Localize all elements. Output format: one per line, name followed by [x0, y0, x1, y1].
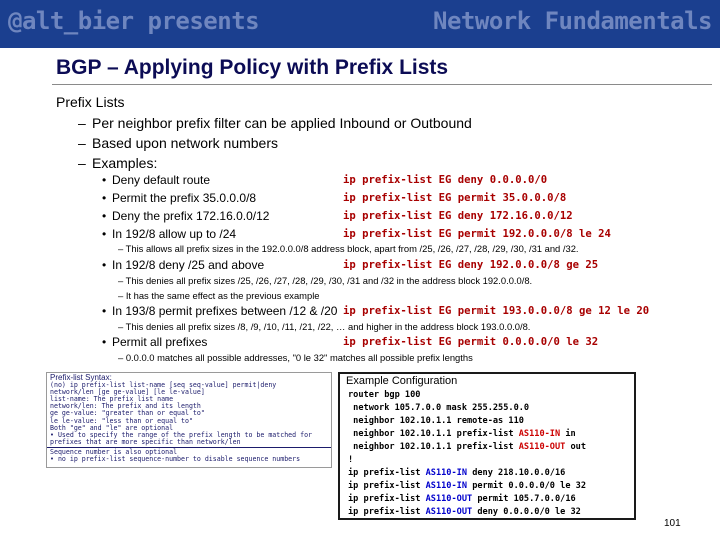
- example-label: • Permit all prefixes: [102, 335, 208, 349]
- syntax-line: • Used to specify the range of the prefix length to be matched for: [50, 430, 313, 439]
- config-line: [348, 442, 586, 452]
- slide-title: BGP – Applying Policy with Prefix Lists: [56, 56, 449, 79]
- syntax-line: • no ip prefix-list sequence-number to disable sequence numbers: [50, 455, 301, 464]
- config-line: [348, 455, 353, 465]
- config-token: in: [560, 429, 576, 439]
- config-token: ip prefix-list: [348, 481, 426, 491]
- config-line: [348, 481, 586, 491]
- page-number: 101: [664, 518, 681, 529]
- example-label: • Deny the prefix 172.16.0.0/12: [102, 209, 270, 223]
- banner-presenter: @alt_bier presents: [8, 7, 260, 35]
- config-line: [348, 507, 581, 517]
- config-token: neighbor 102.10.1.1 prefix-list: [348, 429, 519, 439]
- example-code: ip prefix-list EG deny 172.16.0.0/12: [343, 210, 573, 222]
- syntax-line: network/len [ge ge-value] [le le-value]: [50, 388, 205, 397]
- config-line: [348, 403, 529, 413]
- example-note: – This denies all prefix sizes /8, /9, /10, /11, /21, /22, … and higher in the address block 193.0.0.0/8.: [118, 321, 531, 332]
- config-token: AS110-OUT: [425, 507, 473, 517]
- bullet-text: Per neighbor prefix filter can be applied Inbound or Outbound: [92, 115, 472, 131]
- config-token: permit 0.0.0.0/0 le 32: [467, 481, 587, 491]
- config-token: ip prefix-list: [348, 507, 426, 517]
- example-code: ip prefix-list EG permit 192.0.0.0/8 le 24: [343, 228, 611, 240]
- config-token: AS110-IN: [425, 481, 468, 491]
- bullet-item: – Per neighbor prefix filter can be applied Inbound or Outbound: [78, 115, 472, 131]
- config-token: out: [565, 442, 587, 452]
- bullet-text: Based upon network numbers: [92, 135, 278, 151]
- config-token: !: [348, 455, 354, 465]
- syntax-line: prefixes that are more specific than network/len: [50, 437, 241, 446]
- example-label: • In 193/8 permit prefixes between /12 & /20: [102, 304, 338, 318]
- example-label: • Deny default route: [102, 173, 211, 187]
- example-code: ip prefix-list EG permit 35.0.0.0/8: [343, 192, 567, 204]
- config-line: [348, 390, 420, 400]
- example-code: ip prefix-list EG deny 0.0.0.0/0: [343, 174, 548, 186]
- syntax-line: (no) ip prefix-list list-name [seq seq-value] permit|deny: [50, 381, 277, 390]
- config-token: permit 105.7.0.0/16: [472, 494, 576, 504]
- header-banner: [0, 0, 720, 48]
- example-note: – This allows all prefix sizes in the 192.0.0.0/8 address block, apart from /25, /26, /27, /28, /29, /30, /31 and /32.: [118, 243, 579, 254]
- config-token: router bgp 100: [348, 390, 421, 400]
- example-code: ip prefix-list EG deny 192.0.0.0/8 ge 25: [343, 259, 599, 271]
- example-code: ip prefix-list EG permit 193.0.0.0/8 ge 12 le 20: [343, 305, 650, 317]
- config-token: neighbor 102.10.1.1 remote-as 110: [348, 416, 524, 426]
- topic-heading: Prefix Lists: [56, 94, 125, 110]
- config-line: [348, 429, 576, 439]
- syntax-line: Both "ge" and "le" are optional: [50, 423, 174, 432]
- syntax-line: ge ge-value: "greater than or equal to": [50, 409, 205, 418]
- syntax-line: list-name: The prefix list name: [50, 395, 174, 404]
- config-token: deny 218.10.0.0/16: [467, 468, 566, 478]
- syntax-box: [46, 372, 332, 468]
- banner-course: Network Fundamentals: [433, 7, 712, 35]
- example-label: • In 192/8 deny /25 and above: [102, 258, 265, 272]
- example-label: • Permit the prefix 35.0.0.0/8: [102, 191, 257, 205]
- title-divider: [52, 84, 712, 85]
- config-line: [348, 416, 524, 426]
- example-note: – This denies all prefix sizes /25, /26, /27, /28, /29, /30, /31 and /32 in the address block 192.0.0.0/8.: [118, 275, 533, 286]
- example-note: – It has the same effect as the previous example: [118, 290, 320, 301]
- example-config-box: [338, 372, 636, 520]
- example-note: – 0.0.0.0 matches all possible addresses, "0 le 32" matches all possible prefix lengths: [118, 352, 473, 363]
- syntax-line: network/len: The prefix and its length: [50, 402, 201, 411]
- config-line: [348, 494, 576, 504]
- config-token: neighbor 102.10.1.1 prefix-list: [348, 442, 519, 452]
- config-token: network 105.7.0.0 mask 255.255.0.0: [348, 403, 530, 413]
- config-token: AS110-OUT: [518, 442, 566, 452]
- bullet-text: Examples:: [92, 155, 158, 171]
- example-code: ip prefix-list EG permit 0.0.0.0/0 le 32: [343, 336, 599, 348]
- bullet-item: – Based upon network numbers: [78, 135, 278, 151]
- config-token: ip prefix-list: [348, 494, 426, 504]
- syntax-line: Sequence number is also optional: [50, 447, 178, 456]
- syntax-line: le le-value: "less than or equal to": [50, 416, 193, 425]
- example-label: • In 192/8 allow up to /24: [102, 227, 237, 241]
- config-token: AS110-IN: [518, 429, 561, 439]
- bullet-item: – Examples:: [78, 155, 158, 171]
- config-token: AS110-IN: [425, 468, 468, 478]
- config-line: [348, 468, 565, 478]
- syntax-header: Prefix-list Syntax:: [50, 373, 112, 382]
- example-config-header: Example Configuration: [346, 375, 458, 387]
- config-token: ip prefix-list: [348, 468, 426, 478]
- config-token: deny 0.0.0.0/0 le 32: [472, 507, 581, 517]
- config-token: AS110-OUT: [425, 494, 473, 504]
